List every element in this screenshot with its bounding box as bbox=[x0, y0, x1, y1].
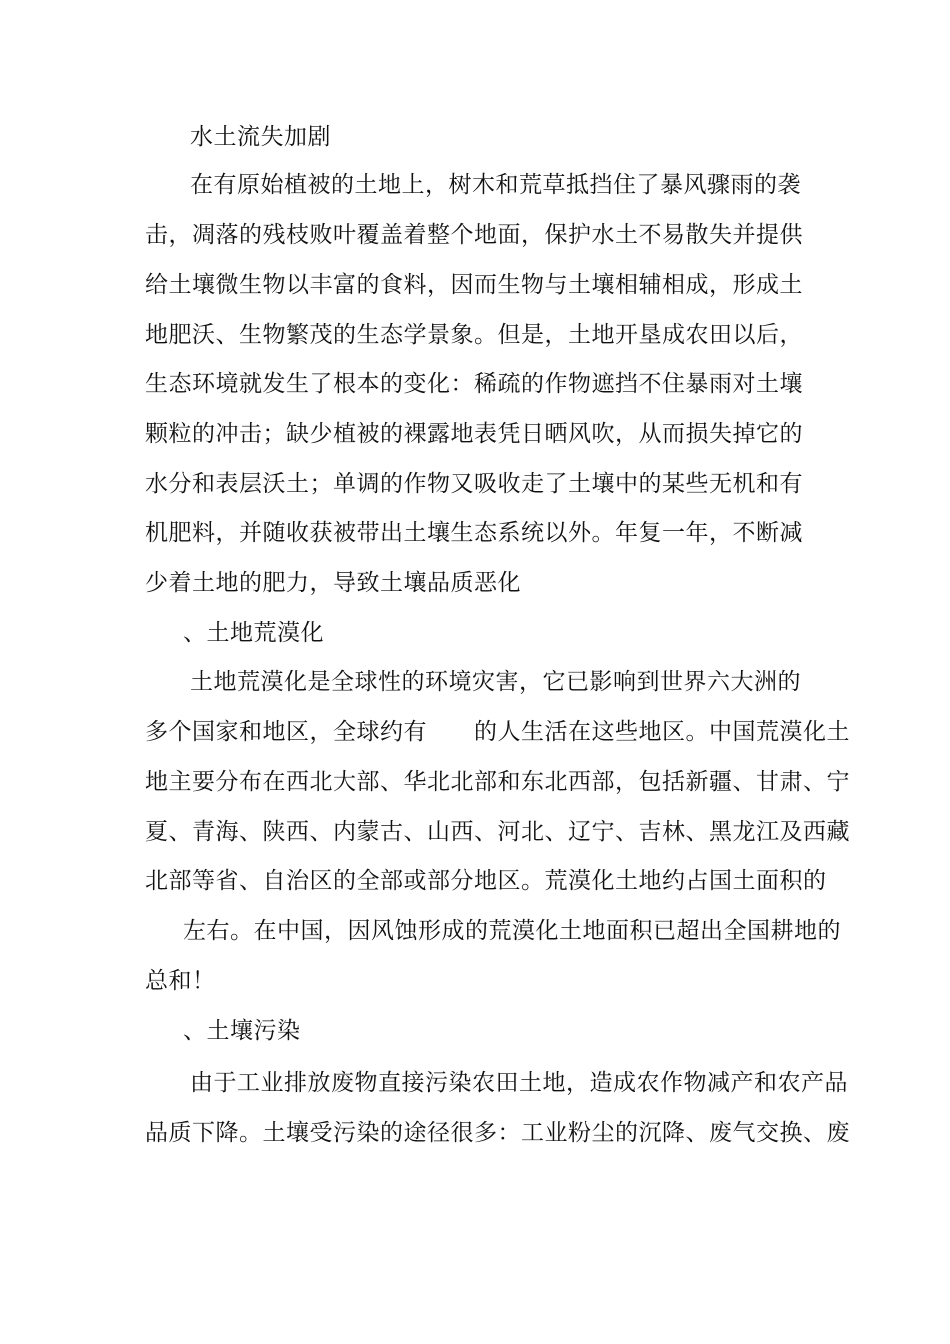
paragraph-line: 夏、青海、陕西、内蒙古、山西、河北、辽宁、吉林、黑龙江及西藏 bbox=[145, 819, 850, 845]
paragraph-line: 左右。在中国，因风蚀形成的荒漠化土地面积已超出全国耕地的 bbox=[183, 918, 841, 944]
paragraph-line: 水分和表层沃土；单调的作物又吸收走了土壤中的某些无机和有 bbox=[145, 471, 803, 497]
heading-desertification: 、土地荒漠化 bbox=[183, 620, 324, 646]
paragraph-line: 地主要分布在西北大部、华北北部和东北西部，包括新疆、甘肃、宁 bbox=[145, 769, 850, 795]
paragraph-line: 总和！ bbox=[145, 968, 216, 994]
paragraph-line: 少着土地的肥力，导致土壤品质恶化 bbox=[145, 570, 521, 596]
heading-soil-pollution: 、土壤污染 bbox=[183, 1018, 301, 1044]
paragraph-line: 多个国家和地区，全球约有 的人生活在这些地区。中国荒漠化土 bbox=[145, 719, 850, 745]
paragraph-line: 给土壤微生物以丰富的食料，因而生物与土壤相辅相成，形成土 bbox=[145, 272, 803, 298]
paragraph-line: 北部等省、自治区的全部或部分地区。荒漠化土地约占国土面积的 bbox=[145, 868, 827, 894]
paragraph-line: 由于工业排放废物直接污染农田土地，造成农作物减产和农产品 bbox=[190, 1070, 848, 1096]
paragraph-line: 在有原始植被的土地上，树木和荒草抵挡住了暴风骤雨的袭 bbox=[190, 172, 801, 198]
paragraph-line: 机肥料，并随收获被带出土壤生态系统以外。年复一年，不断减 bbox=[145, 520, 803, 546]
paragraph-line: 品质下降。土壤受污染的途径很多：工业粉尘的沉降、废气交换、废 bbox=[145, 1120, 850, 1146]
paragraph-line: 土地荒漠化是全球性的环境灾害，它已影响到世界六大洲的 bbox=[190, 669, 801, 695]
paragraph-line: 击，凋落的残枝败叶覆盖着整个地面，保护水土不易散失并提供 bbox=[145, 222, 803, 248]
paragraph-line: 地肥沃、生物繁茂的生态学景象。但是，土地开垦成农田以后， bbox=[145, 322, 803, 348]
heading-soil-erosion: 水土流失加剧 bbox=[190, 124, 331, 150]
paragraph-line: 生态环境就发生了根本的变化：稀疏的作物遮挡不住暴雨对土壤 bbox=[145, 371, 803, 397]
paragraph-line: 颗粒的冲击；缺少植被的裸露地表凭日晒风吹，从而损失掉它的 bbox=[145, 421, 803, 447]
